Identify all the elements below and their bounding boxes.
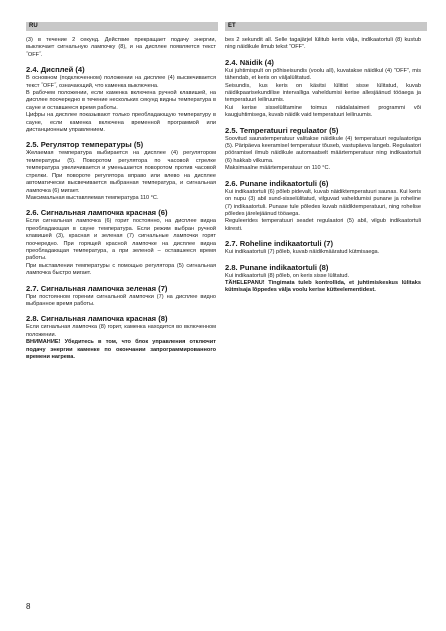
section-paragraph: При постоянном горении сигнальной лампочки (7) на дисплее видно выбранное время работы. — [26, 293, 216, 307]
section — [26, 140, 216, 202]
section-paragraph: В основном (подключенном) положении на дисплее (4) высвечивается текст ˝OFF˝, означающий, что каменка выключена. — [26, 75, 216, 89]
section-heading: 2.8. Сигнальная лампочка красная (8) — [26, 314, 168, 324]
section-paragraph: Soovitud saunatemperatuur valitakse näidikule (4) temperatuuri regulaatoriga (5). Päripäeva keeramisel temperatuur tõuseb, vastupäeva langeb. Regulaatori pööramisel ilmub näidikule automaatselt määrtemperatuur ning indikaatortuli (6) hakkab vilkuma. — [225, 135, 421, 164]
section-paragraph: Цифры на дисплее показывают только преобладающую температуру в сауне, если каменка включена временной программой или дистанционным управлением. — [26, 112, 216, 134]
language-tag-ru: RU — [26, 22, 218, 31]
section-heading: 2.7. Сигнальная лампочка зеленая (7) — [26, 283, 168, 293]
section-heading: 2.4. Näidik (4) — [225, 57, 274, 67]
russian-column — [26, 37, 216, 367]
section — [225, 58, 421, 120]
section — [225, 239, 421, 256]
section-paragraph: Kui indikaatortuli (8) põleb, on keris sisse lülitatud. — [225, 272, 350, 279]
section-paragraph: Kui kerise sisselülitamine toimus nädalataimeri programmi või kaugjuhtimisega, kuvab näidik vaid temperatuuri leiliruumis. — [225, 104, 421, 119]
page-number: 8 — [26, 602, 31, 611]
section-paragraph: Maksimaalne määrtemperatuur on 110 °C. — [225, 165, 331, 172]
section-heading: 2.4. Дисплей (4) — [26, 65, 85, 75]
section — [26, 284, 216, 309]
estonian-column — [225, 37, 421, 301]
warning-paragraph: ВНИМАНИЕ! Убедитесь в том, что блок управления отключит подачу энергии каменке по окончании запрограммированного времени нагрева. — [26, 339, 216, 360]
section-heading: 2.5. Temperatuuri regulaator (5) — [225, 125, 339, 135]
section-paragraph: Максимальная выставляемая температура 110 °C. — [26, 194, 159, 201]
section — [26, 65, 216, 134]
warning-paragraph: TÄHELEPANU! Tingimata tuleb kontrollida, et juhtimiskeskus lülitaks kütmisaja lõppedes välja voolu kerise kütteelementidest. — [225, 279, 421, 294]
section-paragraph: В рабочем положении, если каменка включена ручной клавишей, на дисплее поочередно в течение нескольких секунд видны температура в сауне и оставшееся время работы. — [26, 90, 216, 111]
section — [225, 126, 421, 173]
section-heading: 2.6. Сигнальная лампочка красная (6) — [26, 208, 168, 218]
intro-paragraph: (3) в течение 2 секунд. Действие прекращает подачу энергии, выключает сигнальную лампочку (8), и на дисплее появляется текст ˝OFF˝. — [26, 37, 216, 58]
section-paragraph: Kui indikaatortuli (6) põleb pidevalt, kuvab näidiktemperatuuri saunas. Kui keris on nupu (3) abil sund-sisselülitatud, vilguvad vaheldumisi punane ja roheline (7) indikaatortuli. Punase tule põledes kuvab näidiktemperatuuri, ning rohelise põledes järelejäänud tööaega. — [225, 188, 421, 217]
section-heading: 2.6. Punane indikaatortuli (6) — [225, 178, 329, 188]
language-tag-et: ET — [225, 22, 427, 31]
section — [225, 179, 421, 233]
section-paragraph: Kui indikaatortuli (7) põleb, kuvab näidikmääratud kütmisaega. — [225, 249, 380, 256]
section — [26, 208, 216, 277]
section-paragraph: Kui juhtimispult on põhiseisundis (voolu all), kuvatakse näidikul (4) “OFF”, mis tähendab, et keris on väljalülitatud. — [225, 67, 421, 82]
section-heading: 2.8. Punane indikaatortuli (8) — [225, 262, 329, 272]
section — [26, 314, 216, 361]
section-paragraph: Если сигнальная лампочка (8) горит, каменка находится во включенном положении. — [26, 324, 216, 338]
section-paragraph: Seisundis, kus keris on käsitsi lülitist sisse lülitatud, kuvab näidikpaarisekundilise intervalliga vaheldumisi kerise allesjäänud tööaega ja temperatuuri leiliruumis. — [225, 82, 421, 104]
section-heading: 2.5. Регулятор температуры (5) — [26, 140, 144, 150]
section-paragraph: При выставлении температуры с помощью регулятора (5) сигнальная лампочка быстро мигает. — [26, 262, 216, 277]
section — [225, 263, 421, 295]
intro-paragraph: bes 2 sekundit all. Selle tagajärjel lülitub keris välja, indikaatortuli (8) kustub ning näidikule ilmub tekst “OFF”. — [225, 37, 421, 51]
section-paragraph: Reguleerides temperatuuri seadet regulaatori (5) abil, vilgub indikaatortuli kiiresti. — [225, 218, 421, 232]
section-paragraph: Желаемая температура выбирается на дисплее (4) регулятором температуры (5). Поворотом регулятора по часовой стрелке температура увеличивается и уменьшается поворотом против часовой стрелки. При повороте регулятора вправо или влево на дисплее автоматически высвечивается выбранная температура, и сигнальная лампочка (6) мигает. — [26, 150, 216, 194]
section-heading: 2.7. Roheline indikaatortuli (7) — [225, 239, 334, 249]
section-paragraph: Если сигнальная лампочка (6) горит постоянно, на дисплее видна преобладающая в сауне температура. Если режим выбран ручной клавишей (3), красная и зеленая (7) сигнальные лампочки горят поочередно. При горящей красной лампочке на дисплее видна преобладающая температура, а при зеленой – оставшееся время работы. — [26, 218, 216, 262]
